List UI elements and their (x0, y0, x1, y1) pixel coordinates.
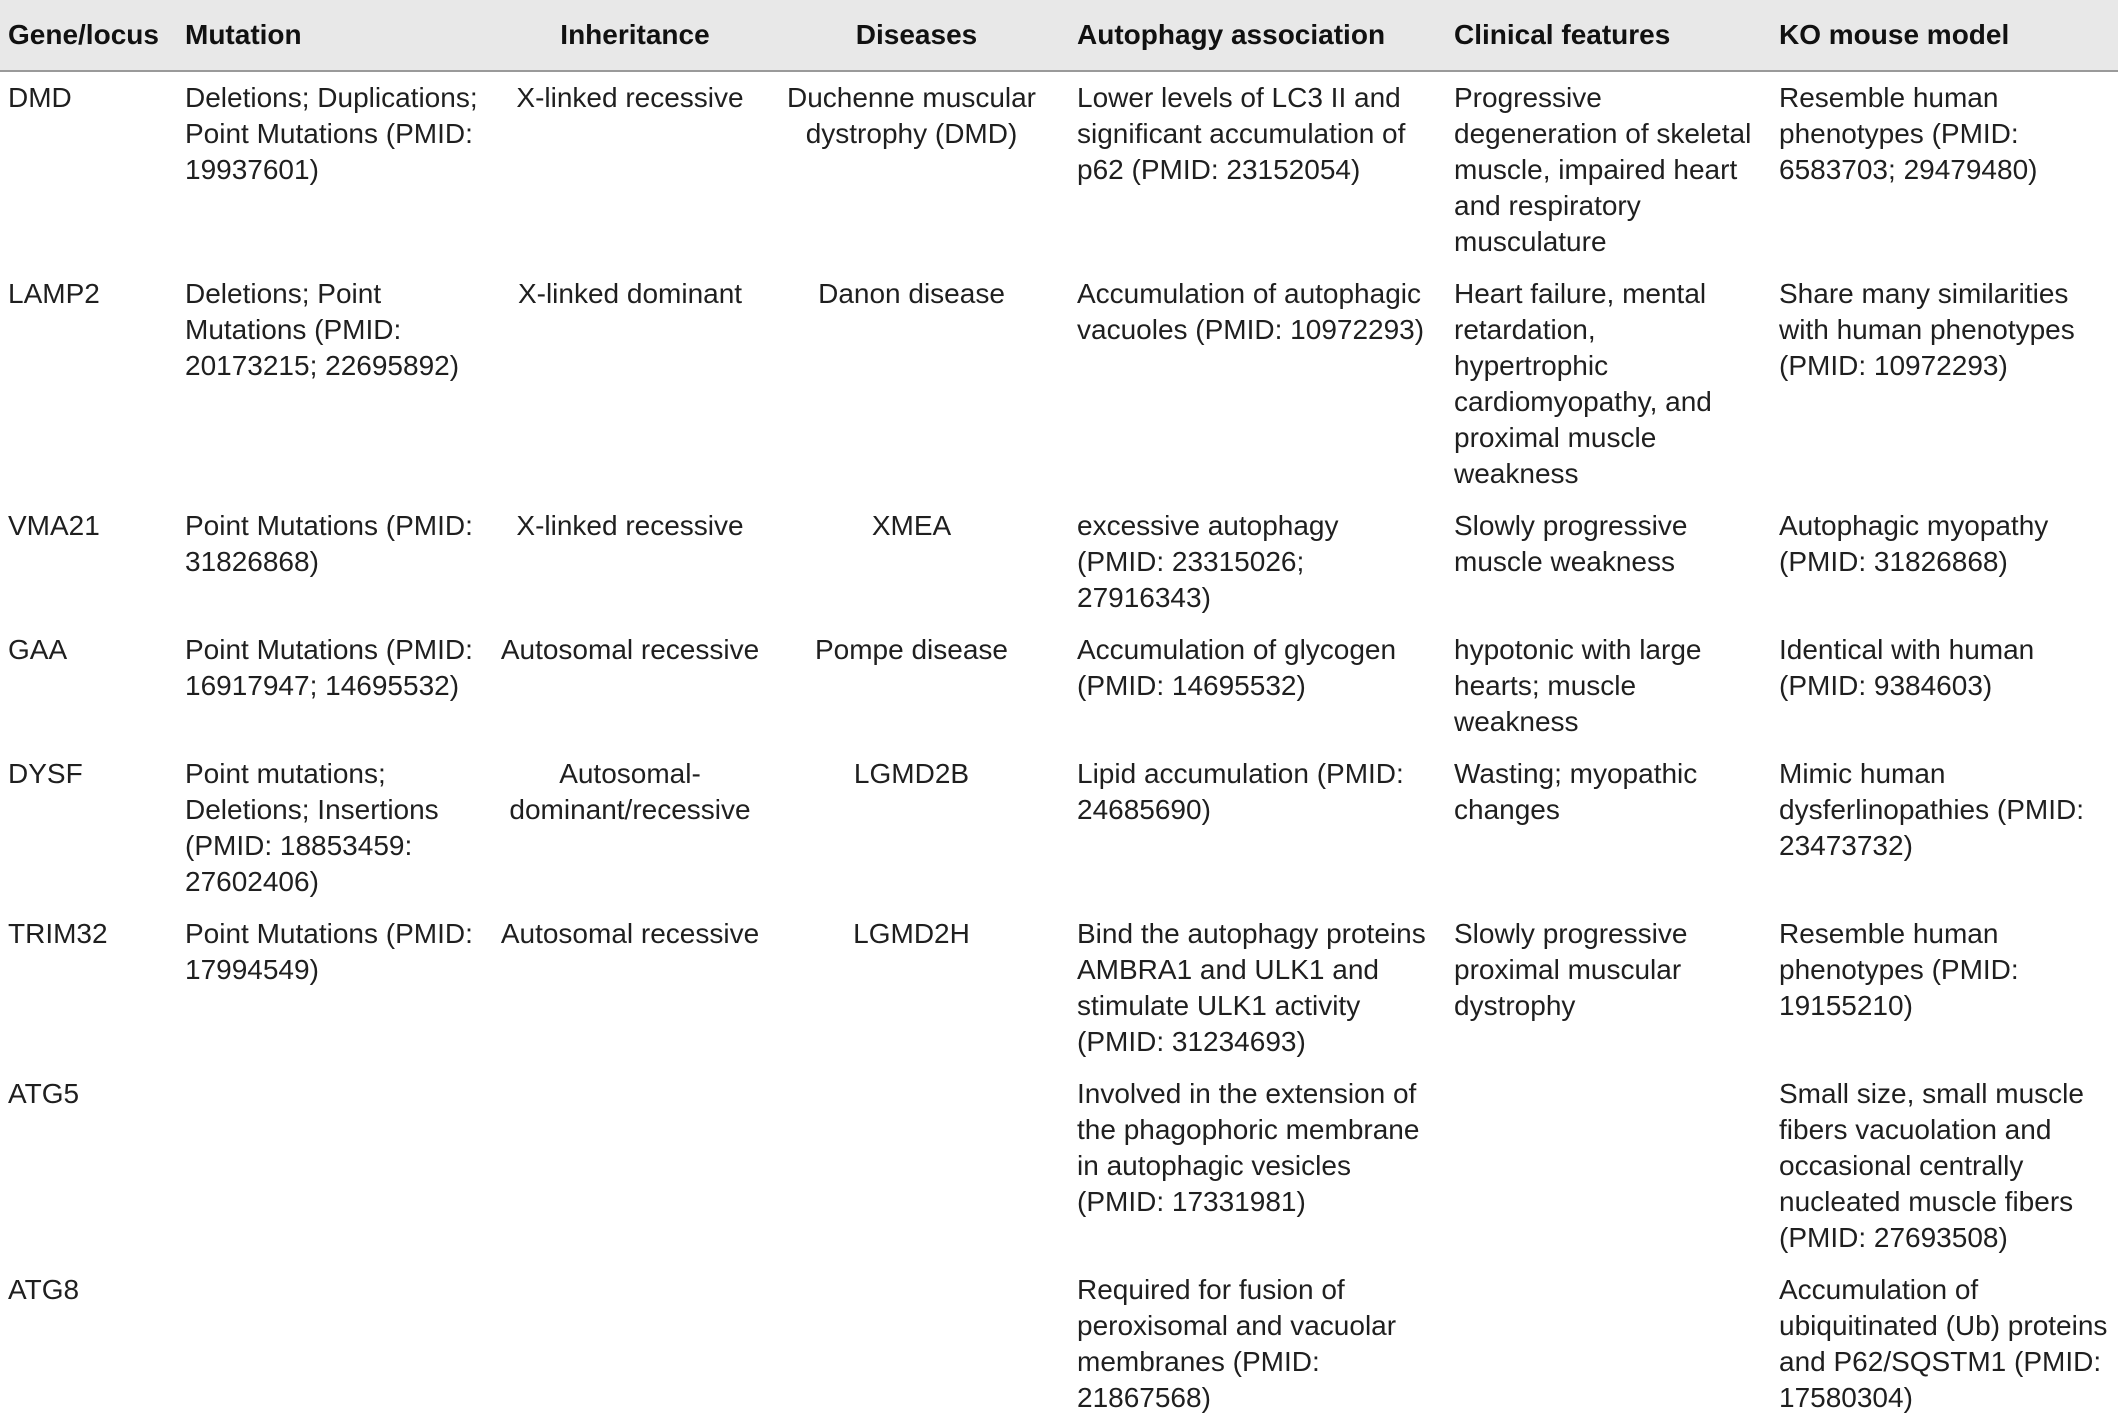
cell-autophagy: Accumulation of autophagic vacuoles (PMID: 10972293) (1077, 278, 1425, 345)
cell-inheritance: Autosomal recessive (500, 918, 760, 949)
cell-gene: DYSF (8, 758, 83, 789)
cell-clinical (1440, 1264, 1765, 1424)
cell-ko-model: Resemble human phenotypes (PMID: 6583703; 29479480) (1779, 82, 2038, 185)
cell-inheritance: X-linked recessive (516, 510, 744, 541)
header-autophagy: Autophagy association (1077, 19, 1386, 50)
cell-inheritance: Autosomal-dominant/recessive (509, 758, 751, 825)
table-row (0, 1264, 2118, 1424)
table-body (0, 71, 2118, 1424)
header-row (0, 0, 2118, 71)
cell-ko-model: Identical with human (PMID: 9384603) (1779, 634, 2035, 701)
cell-clinical: Slowly progressive muscle weakness (1454, 510, 1688, 577)
cell-mutation: Point Mutations (PMID: 16917947; 14695532) (185, 634, 473, 701)
cell-mutation (185, 1264, 500, 1424)
cell-clinical: hypotonic with large hearts; muscle weakness (1454, 634, 1702, 737)
cell-mutation: Point Mutations (PMID: 17994549) (185, 918, 473, 985)
cell-autophagy: Accumulation of glycogen (PMID: 14695532) (1077, 634, 1397, 701)
header-clinical: Clinical features (1454, 19, 1671, 50)
header-mutation: Mutation (185, 19, 302, 50)
cell-autophagy: Involved in the extension of the phagophoric membrane in autophagic vesicles (PMID: 17331981) (1077, 1078, 1420, 1217)
cell-ko-model: Accumulation of ubiquitinated (Ub) proteins and P62/SQSTM1 (PMID: 17580304) (1779, 1274, 2108, 1413)
table-row (0, 1068, 2118, 1264)
cell-gene: TRIM32 (8, 918, 108, 949)
cell-disease (770, 1068, 1063, 1264)
cell-autophagy: Lower levels of LC3 II and significant accumulation of p62 (PMID: 23152054) (1077, 82, 1406, 185)
cell-gene: ATG8 (8, 1274, 80, 1305)
table-row (0, 500, 2118, 624)
cell-disease: Duchenne muscular dystrophy (DMD) (786, 82, 1037, 149)
cell-ko-model: Autophagic myopathy (PMID: 31826868) (1779, 510, 2049, 577)
cell-mutation: Deletions; Point Mutations (PMID: 20173215; 22695892) (185, 278, 460, 381)
cell-ko-model: Resemble human phenotypes (PMID: 19155210) (1779, 918, 2019, 1021)
cell-disease: LGMD2H (853, 918, 970, 949)
cell-gene: ATG5 (8, 1078, 80, 1109)
cell-gene: GAA (8, 634, 68, 665)
cell-gene: VMA21 (8, 510, 100, 541)
header-ko-model: KO mouse model (1779, 19, 2010, 50)
table-row (0, 748, 2118, 908)
header-gene: Gene/locus (8, 19, 159, 50)
cell-autophagy: excessive autophagy (PMID: 23315026; 27916343) (1077, 510, 1339, 613)
cell-disease: Pompe disease (814, 634, 1008, 665)
cell-disease: XMEA (871, 510, 952, 541)
cell-mutation: Point Mutations (PMID: 31826868) (185, 510, 473, 577)
cell-inheritance (500, 1068, 770, 1264)
table-row (0, 908, 2118, 1068)
cell-clinical (1440, 1068, 1765, 1264)
header-inheritance: Inheritance (560, 19, 710, 50)
table-row (0, 71, 2118, 268)
cell-gene: DMD (8, 82, 72, 113)
cell-inheritance: X-linked dominant (517, 278, 743, 309)
cell-inheritance (500, 1264, 770, 1424)
cell-ko-model: Share many similarities with human phenotypes (PMID: 10972293) (1779, 278, 2075, 381)
cell-autophagy: Required for fusion of peroxisomal and vacuolar membranes (PMID: 21867568) (1077, 1274, 1397, 1413)
table-row (0, 624, 2118, 748)
cell-mutation (185, 1068, 500, 1264)
table-row (0, 268, 2118, 500)
cell-autophagy: Lipid accumulation (PMID: 24685690) (1077, 758, 1404, 825)
cell-disease: Danon disease (818, 278, 1005, 309)
cell-mutation: Point mutations; Deletions; Insertions (PMID: 18853459: 27602406) (185, 758, 439, 897)
cell-disease (770, 1264, 1063, 1424)
cell-autophagy: Bind the autophagy proteins AMBRA1 and ULK1 and stimulate ULK1 activity (PMID: 31234693) (1077, 918, 1426, 1057)
table-header (0, 0, 2118, 71)
cell-clinical: Slowly progressive proximal muscular dystrophy (1454, 918, 1688, 1021)
cell-ko-model: Small size, small muscle fibers vacuolation and occasional centrally nucleated muscle fibers (PMID: 27693508) (1779, 1078, 2084, 1253)
cell-gene: LAMP2 (8, 278, 100, 309)
cell-ko-model: Mimic human dysferlinopathies (PMID: 23473732) (1779, 758, 2085, 861)
cell-clinical: Heart failure, mental retardation, hypertrophic cardiomyopathy, and proximal muscle weakness (1454, 278, 1712, 489)
cell-clinical: Wasting; myopathic changes (1454, 758, 1698, 825)
header-diseases: Diseases (855, 19, 978, 50)
cell-inheritance: X-linked recessive (516, 82, 744, 113)
cell-inheritance: Autosomal recessive (500, 634, 760, 665)
cell-mutation: Deletions; Duplications; Point Mutations (PMID: 19937601) (185, 82, 478, 185)
cell-disease: LGMD2B (853, 758, 970, 789)
cell-clinical: Progressive degeneration of skeletal muscle, impaired heart and respiratory musculature (1454, 82, 1752, 257)
